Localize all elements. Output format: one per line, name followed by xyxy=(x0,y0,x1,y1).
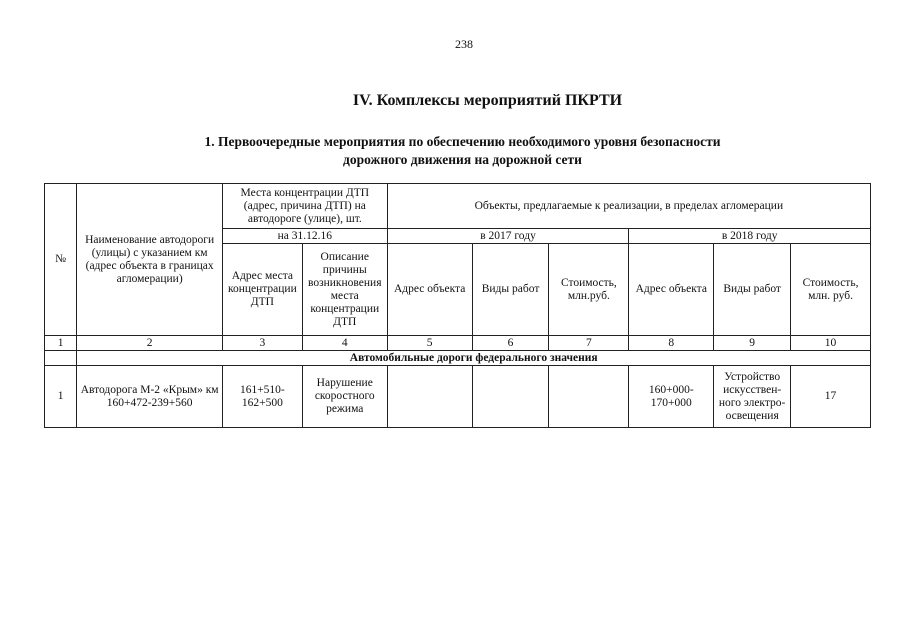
subtitle-line-1: 1. Первоочередные мероприятия по обеспечению необходимого уровня безопасности xyxy=(204,134,721,149)
column-number: 9 xyxy=(714,336,791,351)
document-subtitle xyxy=(0,133,905,169)
row-road: Автодорога М-2 «Крым» км 160+472-239+560 xyxy=(77,366,223,428)
header-cost-2018: Стоимость, млн. руб. xyxy=(791,244,871,336)
header-address-dtp: Адрес места концентрации ДТП xyxy=(222,244,302,336)
header-address-object-2017: Адрес объекта xyxy=(387,244,472,336)
row-address-2018: 160+000-170+000 xyxy=(629,366,714,428)
category-empty-cell xyxy=(45,351,77,366)
row-cause: Нарушение скоростного режима xyxy=(302,366,387,428)
row-cost-2018: 17 xyxy=(791,366,871,428)
column-numbers-row xyxy=(45,336,871,351)
header-concentration-places: Места концентрации ДТП (адрес, причина ДТП) на автодороге (улице), шт. xyxy=(222,184,387,229)
measures-table xyxy=(44,183,871,428)
row-address-dtp: 161+510-162+500 xyxy=(222,366,302,428)
column-number: 2 xyxy=(77,336,223,351)
category-row xyxy=(45,351,871,366)
row-cost-2017 xyxy=(549,366,629,428)
row-works-2018: Устройство искусствен-ного электро-освещения xyxy=(714,366,791,428)
page-number: 238 xyxy=(455,37,473,51)
header-cost-2017: Стоимость, млн.руб. xyxy=(549,244,629,336)
column-number: 5 xyxy=(387,336,472,351)
column-number: 4 xyxy=(302,336,387,351)
header-year-2017: в 2017 году xyxy=(387,229,629,244)
header-works-2018: Виды работ xyxy=(714,244,791,336)
header-year-2018: в 2018 году xyxy=(629,229,871,244)
header-road-name: Наименование автодороги (улицы) с указанием км (адрес объекта в границах агломерации) xyxy=(77,184,223,336)
column-number: 7 xyxy=(549,336,629,351)
row-num: 1 xyxy=(45,366,77,428)
column-number: 3 xyxy=(222,336,302,351)
column-number: 8 xyxy=(629,336,714,351)
header-date-2016: на 31.12.16 xyxy=(222,229,387,244)
row-address-2017 xyxy=(387,366,472,428)
header-row-1 xyxy=(45,184,871,229)
header-num: № xyxy=(45,184,77,336)
section-title: IV. Комплексы мероприятий ПКРТИ xyxy=(352,92,623,109)
header-objects-planned: Объекты, предлагаемые к реализации, в пределах агломерации xyxy=(387,184,870,229)
table-row xyxy=(45,366,871,428)
category-label: Автомобильные дороги федерального значения xyxy=(77,351,871,366)
subtitle-line-2: дорожного движения на дорожной сети xyxy=(343,152,582,167)
header-cause-description: Описание причины возникновения места концентрации ДТП xyxy=(302,244,387,336)
header-works-2017: Виды работ xyxy=(472,244,549,336)
column-number: 10 xyxy=(791,336,871,351)
column-number: 1 xyxy=(45,336,77,351)
row-works-2017 xyxy=(472,366,549,428)
column-number: 6 xyxy=(472,336,549,351)
header-address-object-2018: Адрес объекта xyxy=(629,244,714,336)
